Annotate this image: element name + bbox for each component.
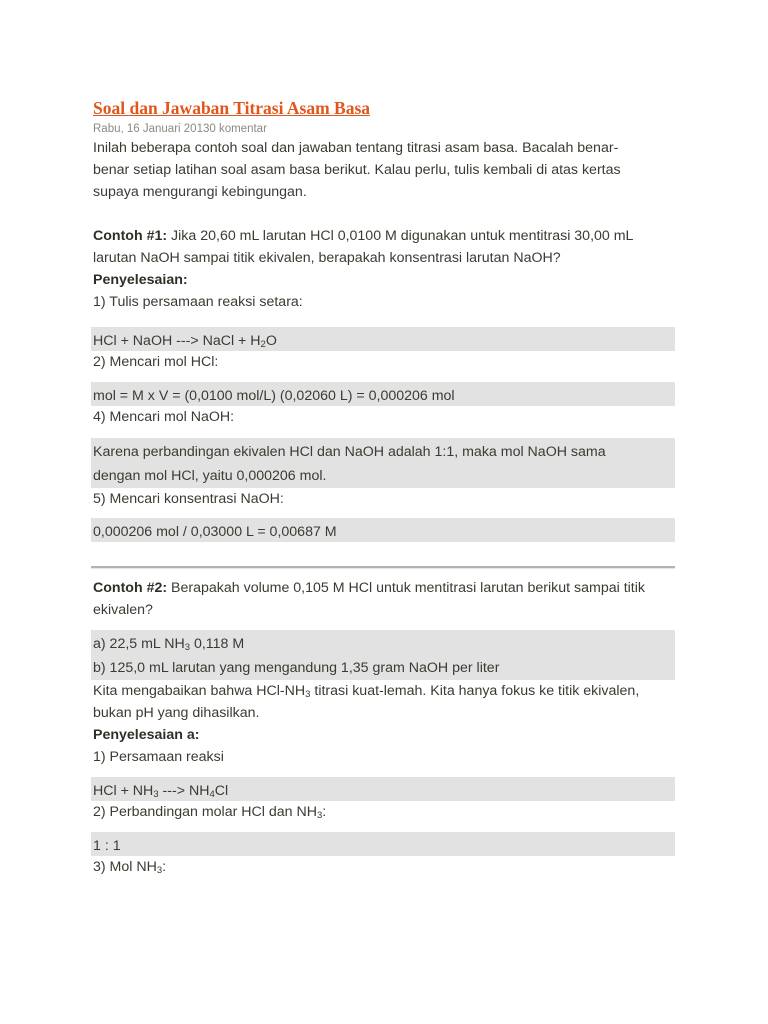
example-2-solution-label: Penyelesaian a:: [93, 727, 200, 743]
example-1-mol-naoh: Karena perbandingan ekivalen HCl dan NaOH adalah 1:1, maka mol NaOH sama dengan mol HCl, yaitu 0,000206 mol.: [91, 438, 675, 488]
example-1-step-5: 5) Mencari konsentrasi NaOH:: [93, 491, 284, 507]
example-1-step-4: 4) Mencari mol NaOH:: [93, 409, 235, 425]
example-2-option-a: a) 22,5 mL $NH_3$ 0,118 M: [93, 636, 245, 653]
example-1-mol-hcl: mol = M x V = (0,0100 mol/L) (0,02060 L) = 0,000206 mol: [91, 382, 675, 406]
example-1-solution-label: Penyelesaian:: [93, 272, 188, 288]
example-2-ratio: 1 : 1: [91, 832, 675, 856]
example-2-step-2: 2) Perbandingan molar HCl dan $NH_3$:: [93, 804, 327, 821]
article-title[interactable]: Soal dan Jawaban Titrasi Asam Basa: [93, 98, 371, 118]
example-2-question-line: Berapakah volume 0,105 M HCl untuk mentitrasi larutan berikut sampai titik: [171, 580, 645, 596]
example-2-option-b: b) 125,0 mL larutan yang mengandung 1,35 gram NaOH per liter: [93, 660, 500, 676]
intro-line: Inilah beberapa contoh soal dan jawaban tentang titrasi asam basa. Bacalah benar-: [93, 140, 619, 156]
intro-paragraph: [93, 137, 678, 203]
example-2-step-1: 1) Persamaan reaksi: [93, 749, 224, 765]
example-1-question-line: Jika 20,60 mL larutan HCl 0,0100 M digunakan untuk mentitrasi 30,00 mL: [171, 228, 634, 244]
article: [93, 95, 678, 878]
example-2-step-3: 3) Mol $NH_3$:: [93, 859, 167, 876]
example-2-note: Kita mengabaikan bahwa HCl-$NH_3$ titrasi kuat-lemah. Kita hanya fokus ke titik ekivalen, bukan pH yang dihasilkan.: [93, 683, 640, 721]
example-1-step-2: 2) Mencari mol HCl:: [93, 354, 219, 370]
example-2-equation: HCl + $NH_3$ ---> $NH_4Cl$: [91, 777, 675, 801]
example-1-label: Contoh #1:: [93, 228, 168, 244]
intro-line: benar setiap latihan soal asam basa berikut. Kalau perlu, tulis kembali di atas kertas: [93, 162, 621, 178]
example-1-concentration: 0,000206 mol / 0,03000 L = 0,00687 M: [91, 518, 675, 542]
example-1-step-1: 1) Tulis persamaan reaksi setara:: [93, 294, 303, 310]
example-2-question-line: ekivalen?: [93, 602, 153, 618]
example-1-question-line: larutan NaOH sampai titik ekivalen, berapakah konsentrasi larutan NaOH?: [93, 250, 561, 266]
example-1-question: [93, 225, 678, 269]
example-2-options: [91, 630, 675, 680]
example-1-equation: HCl + NaOH ---> NaCl + $H_2O$: [91, 327, 675, 351]
example-2-label: Contoh #2:: [93, 580, 168, 596]
post-meta: Rabu, 16 Januari 20130 komentar: [93, 123, 267, 135]
example-2-question: [93, 577, 678, 621]
intro-line: supaya mengurangi kebingungan.: [93, 184, 307, 200]
